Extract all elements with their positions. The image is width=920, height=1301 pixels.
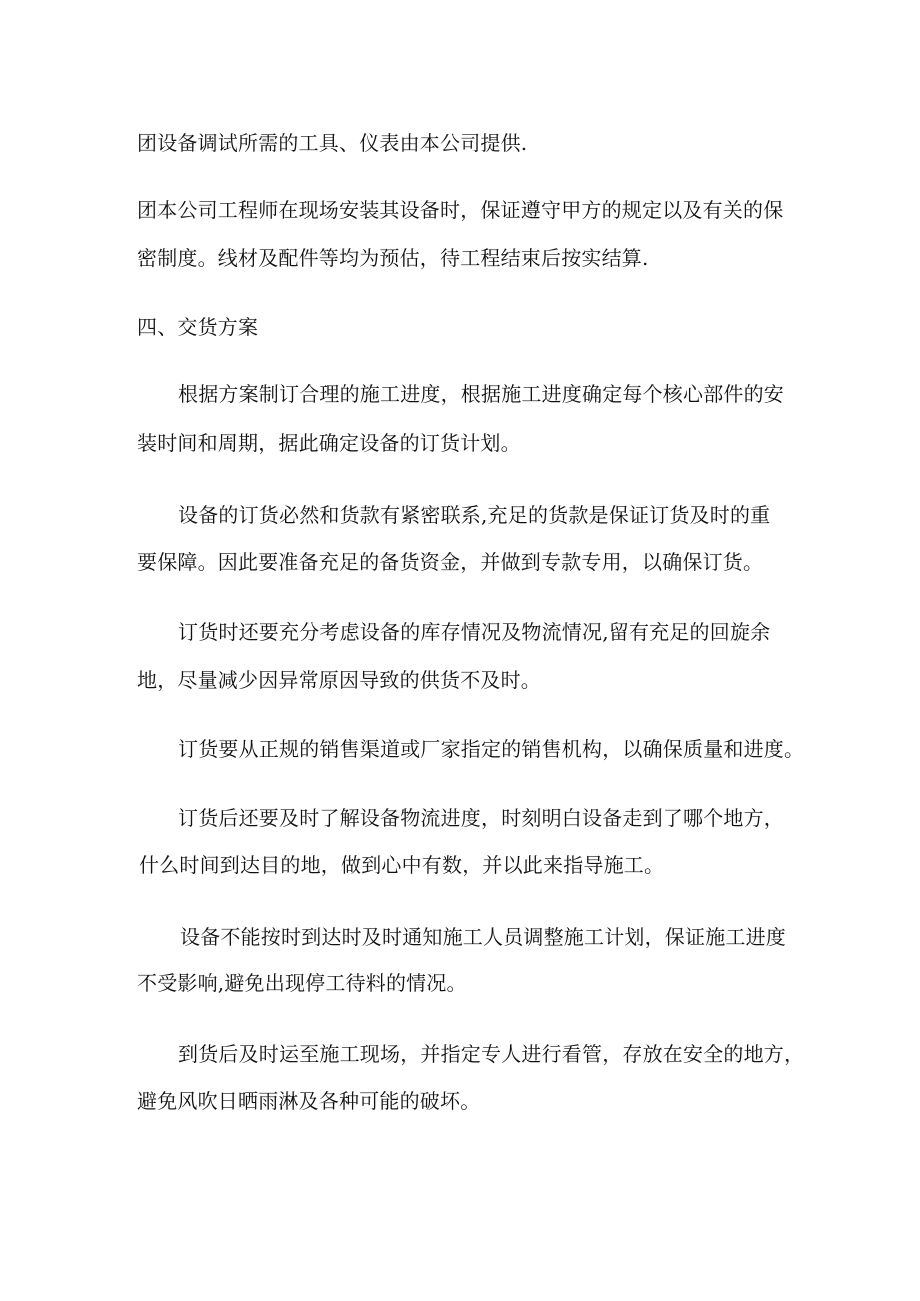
paragraph-delay-line-1: 设备不能按时到达时及时通知施工人员调整施工计划，保证施工进度 (180, 925, 786, 949)
paragraph-engineer-line-2: 密制度。线材及配件等均为预估，待工程结束后按实结算. (137, 246, 649, 270)
paragraph-schedule-line-1: 根据方案制订合理的施工进度，根据施工进度确定每个核心部件的安 (178, 382, 784, 406)
paragraph-channel-line-1: 订货要从正规的销售渠道或厂家指定的销售机构，以确保质量和进度。 (178, 737, 805, 761)
paragraph-inventory-line-2: 地，尽量减少因异常原因导致的供货不及时。 (137, 668, 541, 692)
paragraph-engineer-line-1: 团本公司工程师在现场安装其设备时，保证遵守甲方的规定以及有关的保 (137, 198, 784, 222)
paragraph-arrival-line-1: 到货后及时运至施工现场，并指定专人进行看管，存放在安全的地方， (178, 1042, 805, 1066)
paragraph-schedule-line-2: 装时间和周期，据此确定设备的订货计划。 (137, 431, 521, 455)
paragraph-delay-line-2: 不受影响,避免出现停工待料的情况。 (137, 971, 467, 995)
paragraph-logistics-line-1: 订货后还要及时了解设备物流进度，时刻明白设备走到了哪个地方， (178, 806, 784, 830)
paragraph-payment-line-2: 要保障。因此要准备充足的备货资金，并做到专款专用，以确保订货。 (137, 550, 764, 574)
paragraph-payment-line-1: 设备的订货必然和货款有紧密联系,充足的货款是保证订货及时的重 (178, 503, 771, 527)
paragraph-inventory-line-1: 订货时还要充分考虑设备的库存情况及物流情况,留有充足的回旋余 (178, 620, 771, 644)
paragraph-arrival-line-2: 避免风吹日晒雨淋及各种可能的破坏。 (137, 1089, 481, 1113)
paragraph-logistics-line-2: 什么时间到达目的地，做到心中有数，并以此来指导施工。 (139, 853, 665, 877)
paragraph-tools-line-1: 团设备调试所需的工具、仪表由本公司提供. (137, 131, 528, 155)
section-heading-delivery: 四、交货方案 (137, 315, 259, 339)
